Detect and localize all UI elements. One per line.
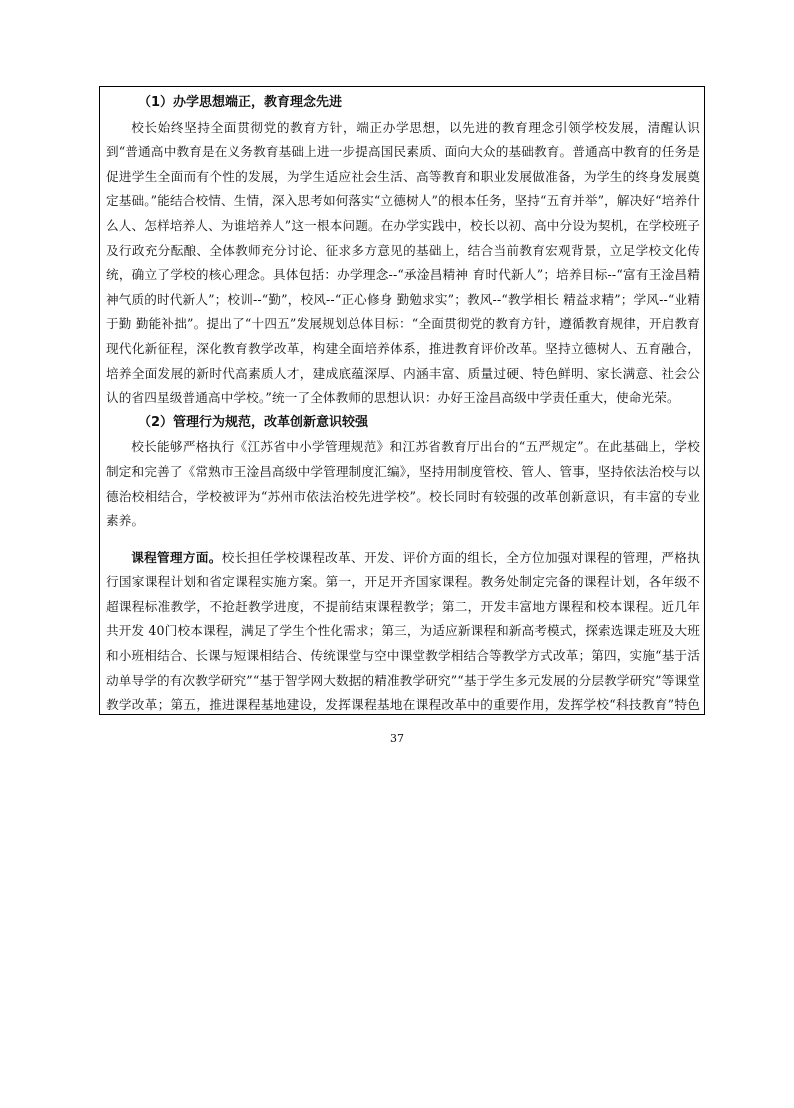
paragraph-management: 校长能够严格执行《江苏省中小学管理规范》和江苏省教育厅出台的“五严规定”。在此基础上，学校制定和完善了《常熟市王淦昌高级中学管理制度汇编》，坚持用制度管校、管人、管事，坚持依法治校与以德治校相结合，学校被评为“苏州市依法治校先进学校”。校长同时有较强的改革创新意识，有丰富的专业素养。 — [106, 439, 700, 529]
paragraph-philosophy: 校长始终坚持全面贯彻党的教育方针，端正办学思想，以先进的教育理念引领学校发展，清醒认识到“普通高中教育是在义务教育基础上进一步提高国民素质、面向大众的基础教育。普通高中教育的任务是促进学生全面而有个性的发展，为学生适应社会生活、高等教育和职业发展做准备，为学生的终身发展奠定基础。”能结合校情、生情，深入思考如何落实“立德树人”的根本任务，坚持“五育并举”，解决好“培养什么人、怎样培养人、为谁培养人”这一根本问题。在办学实践中，校长以初、高中分设为契机，在学校班子及行政充分酝酿、全体教师充分讨论、征求多方意见的基础上，结合当前教育宏观背景，立足学校文化传统，确立了学校的核心理念。具体包括：办学理念--“承淦昌精神 育时代新人”；培养目标--“富有王淦昌精神气质的时代新人”；校训--“勤”，校风--“正心修身 勤勉求实”；教风--“教学相长 精益求精”；学风--“业精于勤 勤能补拙”。提出了“十四五”发展规划总体目标：“全面贯彻党的教育方针，遵循教育规律，开启教育现代化新征程，深化教育教学改革，构建全面培养体系，推进教育评价改革。坚持立德树人、五育融合，培养全面发展的新时代高素质人才，建成底蕴深厚、内涵丰富、质量过硬、特色鲜明、家长满意、社会公认的省四星级普通高中学校。”统一了全体教师的思想认识：办好王淦昌高级中学责任重大，使命光荣。 — [106, 119, 700, 406]
curriculum-lead: 课程管理方面。 — [131, 549, 222, 565]
content-table-cell — [99, 86, 705, 715]
section-heading-philosophy: （1）办学思想端正，教育理念先进 — [138, 95, 343, 110]
paragraph-curriculum — [106, 546, 700, 715]
cell-content — [106, 91, 700, 715]
section-heading-management: （2）管理行为规范，改革创新意识较强 — [138, 414, 369, 430]
page-number: 37 — [390, 732, 404, 745]
curriculum-text: 校长担任学校课程改革、开发、评价方面的组长，全方位加强对课程的管理，严格执行国家课程计划和省定课程实施方案。第一，开足开齐国家课程。教务处制定完备的课程计划，各年级不超课程标准教学，不抢赶教学进度，不提前结束课程教学；第二，开发丰富地方课程和校本课程。近几年共开发 40门校本课程，满足了学生个性化需求；第三，为适应新课程和新高考模式，探索选课走班及大班和小班相结合、长课与短课相结合、传统课堂与空中课堂教学相结合等教学方式改革；第四，实施“基于活动单导学的有次教学研究”“基于智学网大数据的精准教学研究”“基于学生多元发展的分层教学研究”等课堂教学改革；第五，推进课程基地建设，发挥课程基地在课程改革中的重要作用，发挥学校“科技教育”特色 — [106, 549, 700, 713]
